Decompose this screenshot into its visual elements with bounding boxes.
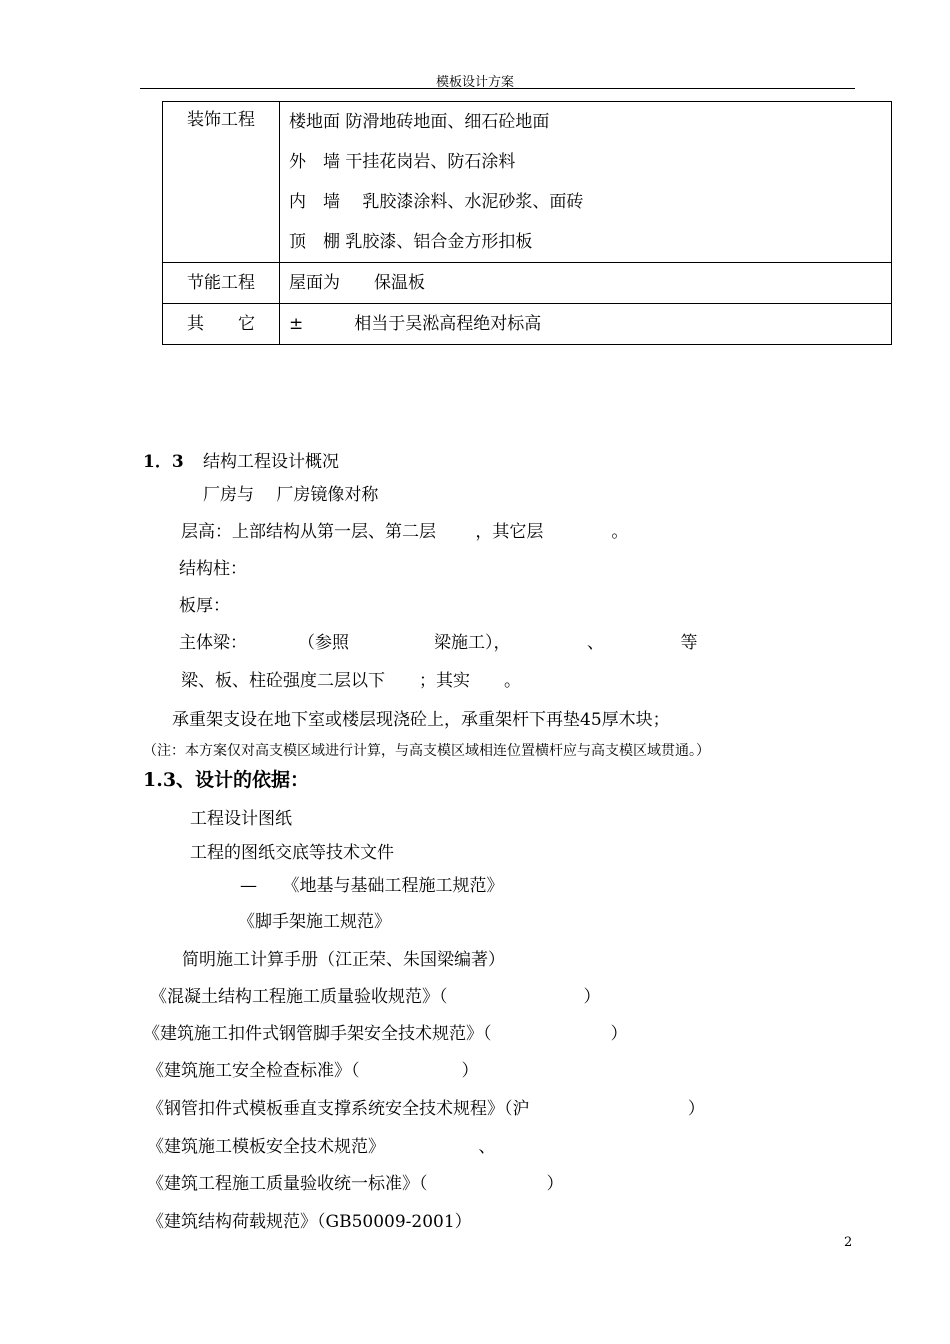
body-line: 主体梁： （参照 梁施工）， 、 等 <box>179 633 698 653</box>
row-line: 顶 棚 乳胶漆、铝合金方形扣板 <box>289 232 533 252</box>
row-label: 装饰工程 <box>187 110 255 130</box>
row-line: 外 墙 干挂花岗岩、防石涂料 <box>289 152 516 172</box>
row-line: 楼地面 防滑地砖地面、细石砼地面 <box>289 112 550 132</box>
body-line: 承重架支设在地下室或楼层现浇砼上，承重架杆下再垫45厚木块； <box>172 710 670 730</box>
row-line: ± 相当于吴淞高程绝对标高 <box>289 314 542 334</box>
table-row <box>163 102 892 263</box>
table-cell-label <box>163 102 280 263</box>
body-line: 厂房与 厂房镜像对称 <box>203 485 379 505</box>
list-item: 《建筑结构荷载规范》（GB50009-2001） <box>147 1212 472 1232</box>
row-line: 屋面为 保温板 <box>289 273 425 293</box>
list-item: 《钢管扣件式模板垂直支撑系统安全技术规程》（沪 ） <box>147 1099 705 1119</box>
body-line: 板厚： <box>179 596 230 616</box>
section-number: 1．3 <box>143 452 184 472</box>
page-number: 2 <box>844 1235 853 1250</box>
table-cell-content <box>280 102 892 263</box>
list-item: — 《地基与基础工程施工规范》 <box>240 876 504 896</box>
row-line: 内 墙 乳胶漆涂料、水泥砂浆、面砖 <box>289 192 584 212</box>
table-row <box>163 263 892 304</box>
list-item: 《建筑施工扣件式钢管脚手架安全技术规范》（ ） <box>143 1024 628 1044</box>
list-item: 简明施工计算手册（江正荣、朱国梁编著） <box>182 950 505 970</box>
body-line: 结构柱： <box>179 559 247 579</box>
section-title: 结构工程设计概况 <box>203 452 339 472</box>
list-item: 工程设计图纸 <box>190 809 292 829</box>
section-heading: 1.3、设计的依据： <box>143 769 310 791</box>
list-item: 《混凝土结构工程施工质量验收规范》（ ） <box>150 987 601 1007</box>
table-row <box>163 304 892 345</box>
header-rule <box>140 88 855 89</box>
page-header-title: 模板设计方案 <box>435 75 514 90</box>
row-label: 节能工程 <box>187 273 255 293</box>
list-item: 《建筑工程施工质量验收统一标准》（ ） <box>147 1174 564 1194</box>
table-cell-content <box>280 304 892 345</box>
list-item: 《建筑施工模板安全技术规范》 、 <box>147 1137 496 1157</box>
list-item: 《建筑施工安全检查标准》（ ） <box>147 1061 479 1081</box>
spec-table <box>162 101 892 345</box>
body-line: 层高：上部结构从第一层、第二层 ，其它层 。 <box>181 522 629 542</box>
body-line: 梁、板、柱砼强度二层以下 ；其实 。 <box>181 671 521 691</box>
list-item: 《脚手架施工规范》 <box>238 912 391 932</box>
note-line: （注：本方案仅对高支模区域进行计算，与高支模区域相连位置横杆应与高支模区域贯通。） <box>143 743 710 759</box>
table-cell-content <box>280 263 892 304</box>
table-cell-label <box>163 263 280 304</box>
table-cell-label <box>163 304 280 345</box>
row-label: 其 它 <box>187 314 255 334</box>
list-item: 工程的图纸交底等技术文件 <box>190 843 394 863</box>
